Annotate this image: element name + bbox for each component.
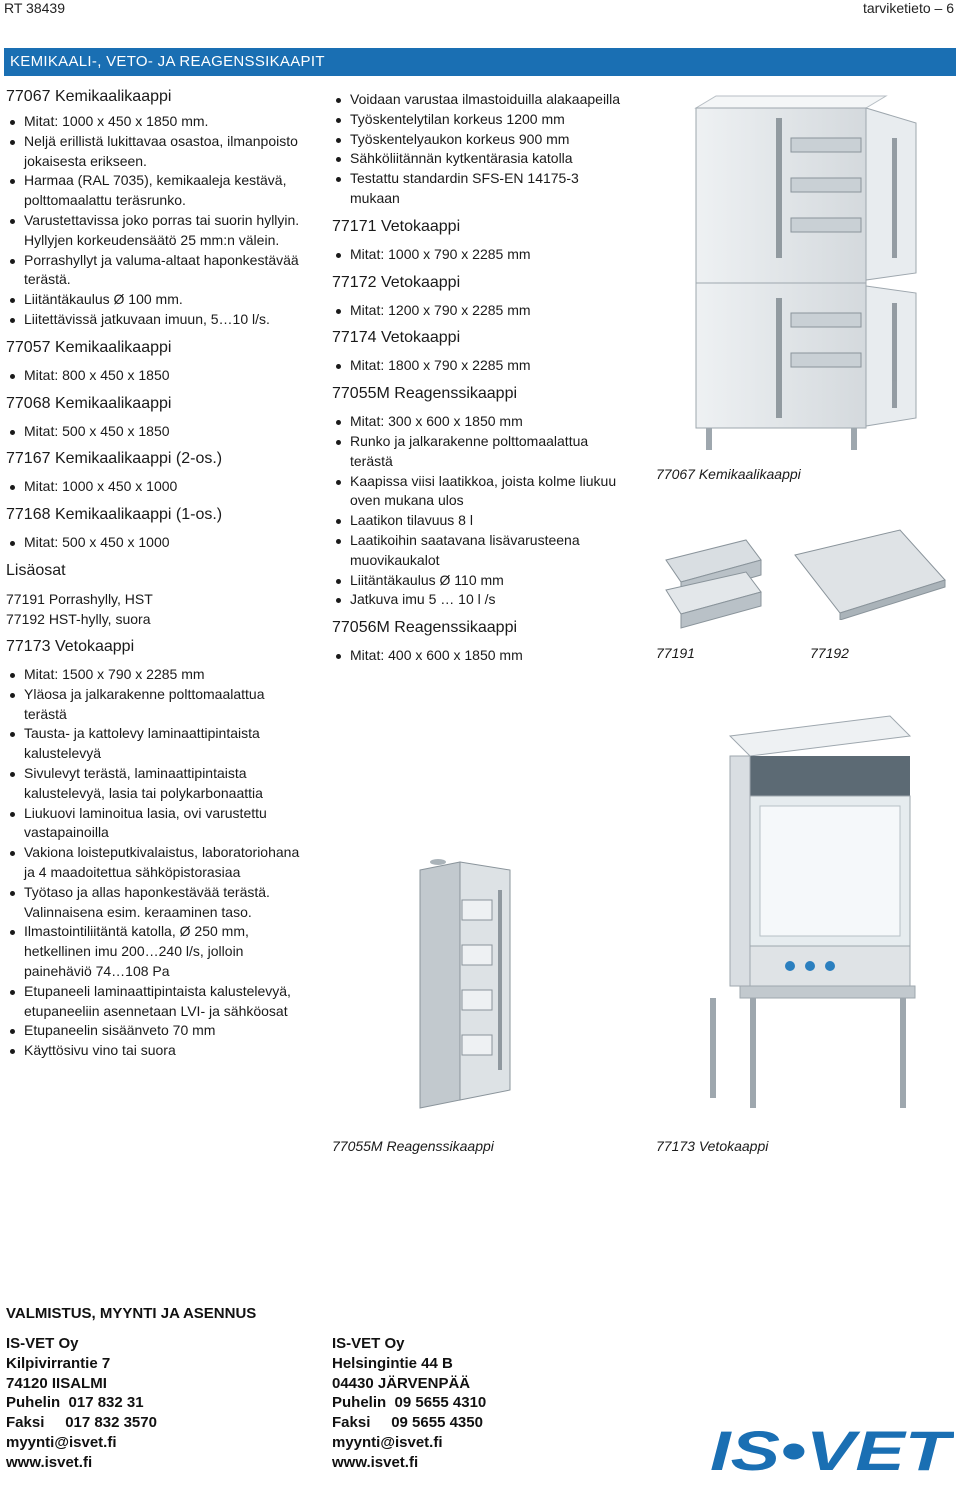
postal: 04430 JÄRVENPÄÄ <box>332 1374 471 1392</box>
footer-address-jarvenpaa <box>332 1334 612 1473</box>
step-shelf-image <box>656 520 766 632</box>
street: Kilpivirrantie 7 <box>6 1354 111 1372</box>
list-item: Mitat: 500 x 450 x 1850 <box>6 422 306 442</box>
spec-list-77057 <box>6 366 306 386</box>
caption-cabinet: 77067 Kemikaalikaappi <box>656 466 801 482</box>
flat-shelf-image <box>790 525 950 620</box>
spec-list-77068 <box>6 422 306 442</box>
caption-shelf-77191: 77191 <box>656 645 695 661</box>
spec-list-77067 <box>6 112 306 330</box>
list-item: Etupaneeli laminaattipintaista kalustelevyä, etupaneeliin asennetaan LVI- ja sähköosat <box>6 982 306 1022</box>
accessory-line: 77191 Porrashylly, HST <box>6 590 153 607</box>
list-item: Laatikoihin saatavana lisävarusteena muovikaukalot <box>332 531 632 571</box>
product-title-77174: 77174 Vetokaappi <box>332 329 461 347</box>
list-item: Liitettävissä jatkuvaan imuun, 5…10 l/s. <box>6 310 306 330</box>
product-title-77056m: 77056M Reagenssikaappi <box>332 619 518 637</box>
list-item: Mitat: 1200 x 790 x 2285 mm <box>332 301 632 321</box>
phone: Puhelin 09 5655 4310 <box>332 1394 487 1412</box>
svg-text:IS•VET: IS•VET <box>710 1419 954 1478</box>
product-title-77168: 77168 Kemikaalikaappi (1-os.) <box>6 506 223 524</box>
list-item: Liitäntäkaulus Ø 100 mm. <box>6 290 306 310</box>
spec-list-77171 <box>332 245 632 265</box>
website-link[interactable]: www.isvet.fi <box>6 1453 93 1471</box>
list-item: Harmaa (RAL 7035), kemikaaleja kestävä, polttomaalattu teräsrunko. <box>6 171 306 211</box>
spec-list-77167 <box>6 477 306 497</box>
list-item: Mitat: 800 x 450 x 1850 <box>6 366 306 386</box>
street: Helsingintie 44 B <box>332 1354 453 1372</box>
section-banner: KEMIKAALI-, VETO- JA REAGENSSIKAAPIT <box>4 48 956 76</box>
list-item: Kaapissa viisi laatikkoa, joista kolme liukuu oven mukana ulos <box>332 472 632 512</box>
footer-heading: VALMISTUS, MYYNTI JA ASENNUS <box>6 1305 257 1322</box>
fume-hood-image <box>690 696 930 1126</box>
product-title-77173: 77173 Vetokaappi <box>6 637 135 655</box>
list-item: Sivulevyt terästä, laminaattipintaista kalustelevyä, lasia tai polykarbonaattia <box>6 764 306 804</box>
reagent-cabinet-image <box>400 850 530 1115</box>
product-title-77172: 77172 Vetokaappi <box>332 273 461 291</box>
accessory-line: 77192 HST-hylly, suora <box>6 610 151 627</box>
spec-list-77168 <box>6 533 306 553</box>
column-middle <box>332 90 632 666</box>
list-item: Yläosa ja jalkarakenne polttomaalattua terästä <box>6 685 306 725</box>
list-item: Tausta- ja kattolevy laminaattipintaista kalustelevyä <box>6 724 306 764</box>
list-item: Vakiona loisteputkivalaistus, laboratoriohana ja 4 maadoitettua sähköpistorasiaa <box>6 843 306 883</box>
list-item: Testattu standardin SFS-EN 14175-3 mukaan <box>332 169 632 209</box>
list-item: Liitäntäkaulus Ø 110 mm <box>332 571 632 591</box>
isvet-logo <box>706 1418 954 1478</box>
caption-reagent: 77055M Reagenssikaappi <box>332 1138 494 1154</box>
list-item: Jatkuva imu 5 … 10 l /s <box>332 590 632 610</box>
list-item: Mitat: 1000 x 450 x 1000 <box>6 477 306 497</box>
fax: Faksi 017 832 3570 <box>6 1414 157 1432</box>
product-title-77171: 77171 Vetokaappi <box>332 217 461 235</box>
page-label: tarviketieto – 6 <box>862 0 954 16</box>
postal: 74120 IISALMI <box>6 1374 107 1392</box>
website-link[interactable]: www.isvet.fi <box>332 1453 419 1471</box>
product-title-77068: 77068 Kemikaalikaappi <box>6 394 172 412</box>
list-item: Etupaneelin sisäänveto 70 mm <box>6 1021 306 1041</box>
list-item: Voidaan varustaa ilmastoiduilla alakaapeilla <box>332 90 632 110</box>
list-item: Työtaso ja allas haponkestävää terästä. Valinnaisena esim. keraaminen taso. <box>6 883 306 923</box>
chemical-cabinet-image <box>656 88 954 458</box>
list-item: Neljä erillistä lukittavaa osastoa, ilmanpoisto jokaisesta erikseen. <box>6 132 306 172</box>
list-item: Ilmastointiliitäntä katolla, Ø 250 mm, hetkellinen imu 200…240 l/s, jolloin painehäviö 74…108 Pa <box>6 922 306 981</box>
accessories-title: Lisäosat <box>6 561 66 579</box>
caption-shelf-77192: 77192 <box>810 645 849 661</box>
list-item: Mitat: 500 x 450 x 1000 <box>6 533 306 553</box>
email-link[interactable]: myynti@isvet.fi <box>6 1433 117 1451</box>
product-title-77167: 77167 Kemikaalikaappi (2-os.) <box>6 450 223 468</box>
list-item: Sähköliitännän kytkentärasia katolla <box>332 149 632 169</box>
company-name: IS-VET Oy <box>332 1335 405 1352</box>
spec-list-continued <box>332 90 632 209</box>
spec-list-77172 <box>332 301 632 321</box>
doc-code: RT 38439 <box>4 0 65 16</box>
email-link[interactable]: myynti@isvet.fi <box>332 1433 443 1451</box>
spec-list-77174 <box>332 356 632 376</box>
list-item: Työskentelytilan korkeus 1200 mm <box>332 110 632 130</box>
list-item: Mitat: 400 x 600 x 1850 mm <box>332 646 632 666</box>
list-item: Porrashyllyt ja valuma-altaat haponkestävää terästä. <box>6 251 306 291</box>
list-item: Laatikon tilavuus 8 l <box>332 511 632 531</box>
list-item: Varustettavissa joko porras tai suorin hyllyin. Hyllyjen korkeudensäätö 25 mm:n välein. <box>6 211 306 251</box>
list-item: Mitat: 1000 x 790 x 2285 mm <box>332 245 632 265</box>
fax: Faksi 09 5655 4350 <box>332 1414 483 1432</box>
list-item: Mitat: 1000 x 450 x 1850 mm. <box>6 112 306 132</box>
list-item: Liukuovi laminoitua lasia, ovi varustettu vastapainoilla <box>6 804 306 844</box>
list-item: Mitat: 1500 x 790 x 2285 mm <box>6 665 306 685</box>
company-name: IS-VET Oy <box>6 1335 79 1352</box>
spec-list-77173 <box>6 665 306 1061</box>
footer-address-iisalmi <box>6 1334 286 1473</box>
caption-hood: 77173 Vetokaappi <box>656 1138 769 1154</box>
list-item: Työskentelyaukon korkeus 900 mm <box>332 130 632 150</box>
product-title-77055m: 77055M Reagenssikaappi <box>332 385 518 403</box>
list-item: Mitat: 300 x 600 x 1850 mm <box>332 412 632 432</box>
list-item: Käyttösivu vino tai suora <box>6 1041 306 1061</box>
list-item: Runko ja jalkarakenne polttomaalattua terästä <box>332 432 632 472</box>
spec-list-77056m <box>332 646 632 666</box>
product-title-77067: 77067 Kemikaalikaappi <box>6 88 172 105</box>
column-left <box>6 88 306 1061</box>
phone: Puhelin 017 832 31 <box>6 1394 144 1412</box>
list-item: Mitat: 1800 x 790 x 2285 mm <box>332 356 632 376</box>
spec-list-77055m <box>332 412 632 610</box>
product-title-77057: 77057 Kemikaalikaappi <box>6 338 172 356</box>
